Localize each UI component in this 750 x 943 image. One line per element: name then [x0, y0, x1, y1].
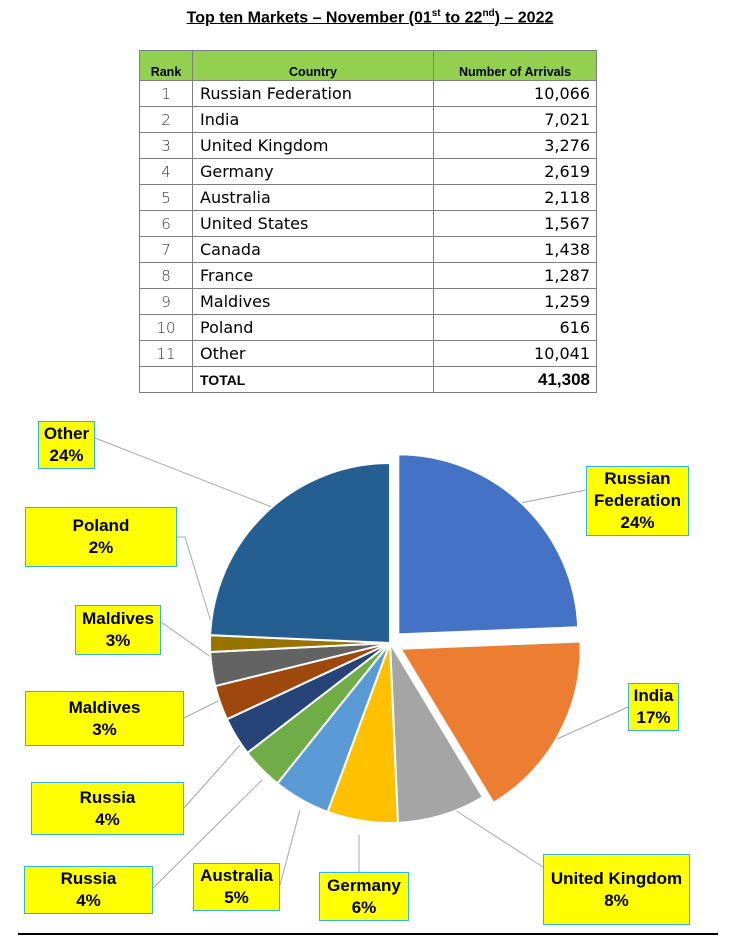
country-cell: Other	[193, 341, 434, 367]
arrivals-cell: 2,619	[434, 159, 597, 185]
data-label-name: Germany	[327, 875, 401, 895]
data-label-russian-federation	[586, 466, 689, 536]
data-label-name: Australia	[200, 866, 273, 885]
arrivals-cell: 2,118	[434, 185, 597, 211]
rank-cell: 8	[140, 263, 193, 289]
rank-cell: 6	[140, 211, 193, 237]
rank-cell: 5	[140, 185, 193, 211]
data-label-other	[38, 421, 95, 469]
pie-slice-russian-federation	[398, 454, 578, 634]
header-arrivals: Number of Arrivals	[434, 51, 597, 81]
header-country: Country	[193, 51, 434, 81]
arrivals-cell: 1,287	[434, 263, 597, 289]
leader-line-maldives-2	[184, 700, 220, 718]
arrivals-cell: 10,041	[434, 341, 597, 367]
rank-cell: 3	[140, 133, 193, 159]
pie-slices	[210, 454, 581, 823]
rank-cell: 4	[140, 159, 193, 185]
data-label-name: Maldives	[82, 609, 154, 628]
data-label-germany	[319, 872, 409, 921]
data-label-name: United Kingdom	[550, 868, 683, 888]
data-label-percent: 24%	[620, 513, 655, 532]
leader-line-poland	[177, 537, 215, 635]
country-cell: United Kingdom	[193, 133, 434, 159]
rank-cell: 1	[140, 81, 193, 107]
country-cell: Maldives	[193, 289, 434, 315]
data-label-poland	[25, 507, 177, 567]
leader-line-maldives-1	[161, 622, 215, 660]
arrivals-cell: 3,276	[434, 133, 597, 159]
arrivals-cell: 1,438	[434, 237, 597, 263]
country-cell: Russian Federation	[193, 81, 434, 107]
data-label-name: Russia	[60, 869, 117, 888]
arrivals-cell: 1,259	[434, 289, 597, 315]
data-label-name: Maldives	[68, 697, 141, 717]
data-label-maldives-2	[25, 691, 184, 746]
rank-cell: 9	[140, 289, 193, 315]
data-label-percent: 6%	[351, 897, 377, 917]
pie-slice-other	[210, 463, 390, 643]
data-label-percent: 4%	[95, 809, 120, 829]
data-label-name: Russian Federation	[594, 469, 681, 510]
rank-cell: 7	[140, 237, 193, 263]
country-cell: India	[193, 107, 434, 133]
arrivals-cell: 1,567	[434, 211, 597, 237]
arrivals-cell: 616	[434, 315, 597, 341]
data-label-percent: 4%	[76, 891, 101, 910]
data-label-percent: 5%	[224, 888, 249, 907]
data-label-name: Poland	[72, 516, 130, 535]
data-label-percent: 3%	[105, 631, 131, 650]
data-label-name: India	[633, 686, 674, 705]
data-label-percent: 2%	[88, 538, 114, 557]
data-label-percent: 8%	[604, 890, 629, 910]
arrivals-cell: 7,021	[434, 107, 597, 133]
bottom-divider	[18, 933, 718, 935]
total-arrivals: 41,308	[434, 367, 597, 393]
rank-cell: 11	[140, 341, 193, 367]
data-label-percent: 24%	[49, 446, 84, 465]
country-cell: Germany	[193, 159, 434, 185]
data-label-russia-1	[31, 782, 184, 835]
data-label-name: Other	[43, 424, 90, 443]
country-cell: United States	[193, 211, 434, 237]
arrivals-cell: 10,066	[434, 81, 597, 107]
data-label-maldives-1	[75, 605, 161, 655]
header-rank: Rank	[140, 51, 193, 81]
data-label-united-kingdom	[543, 854, 690, 925]
data-label-australia	[193, 863, 280, 911]
country-cell: Poland	[193, 315, 434, 341]
country-cell: Australia	[193, 185, 434, 211]
total-label: TOTAL	[193, 367, 434, 393]
country-cell: France	[193, 263, 434, 289]
page-title: Top ten Markets – November (01st to 22nd) – 2022	[186, 8, 554, 27]
data-label-russia-2	[24, 866, 153, 914]
data-label-percent: 17%	[636, 708, 671, 727]
data-label-percent: 3%	[92, 719, 117, 739]
leader-line-australia	[280, 810, 300, 885]
rank-cell: 10	[140, 315, 193, 341]
data-label-india	[628, 683, 679, 731]
data-label-name: Russia	[79, 787, 136, 807]
rank-cell: 2	[140, 107, 193, 133]
leader-line-russia-1	[184, 745, 240, 808]
country-cell: Canada	[193, 237, 434, 263]
